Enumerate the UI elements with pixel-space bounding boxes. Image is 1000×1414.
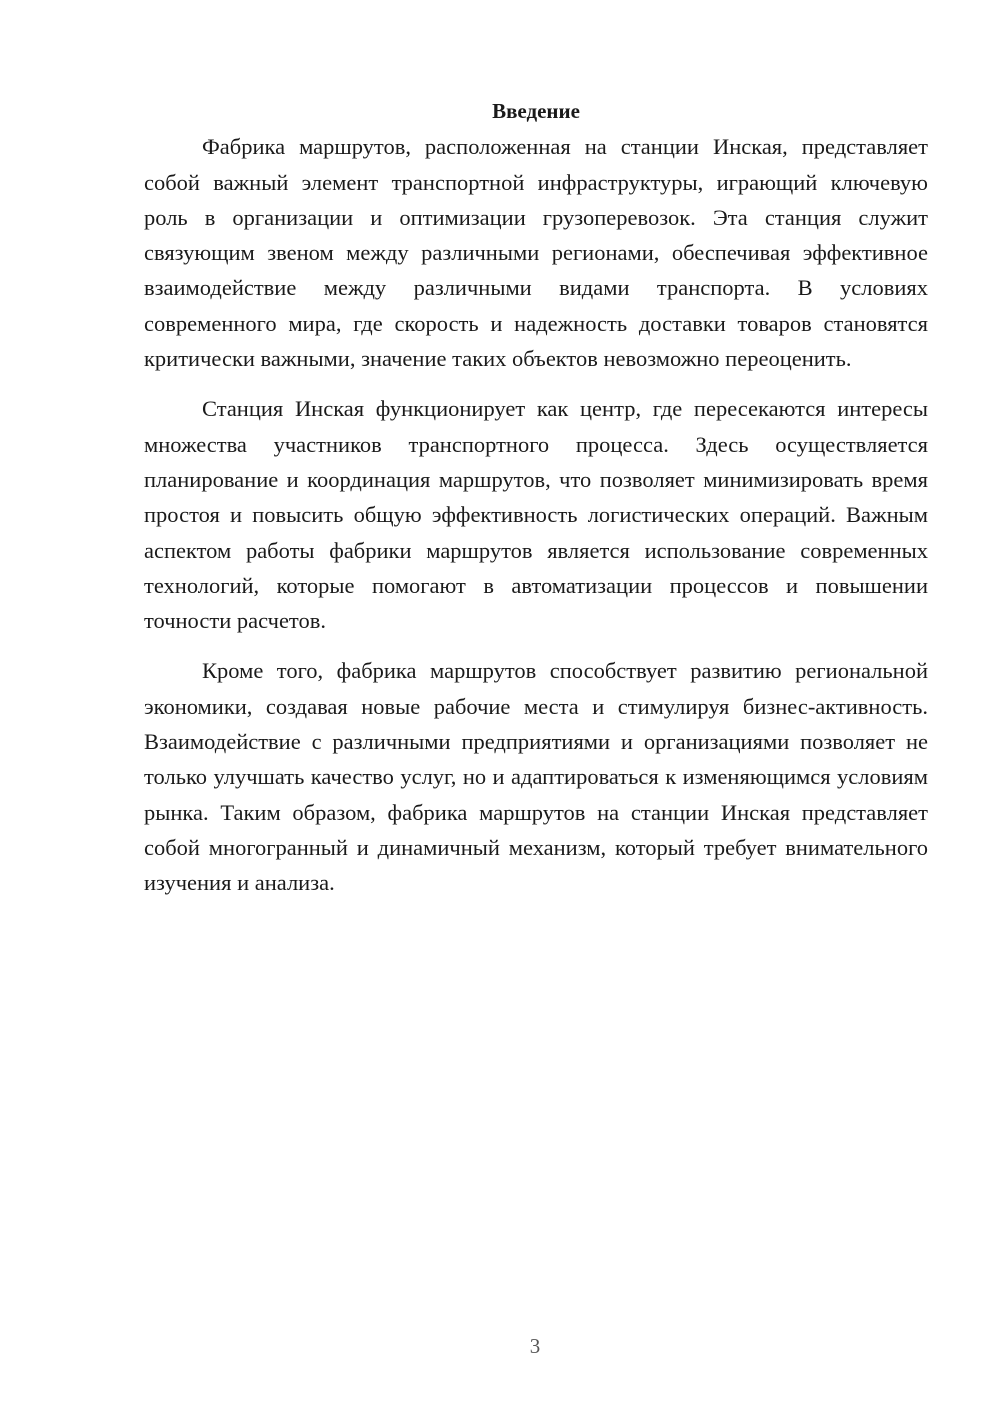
section-title: Введение [492, 99, 580, 123]
page-number: 3 [529, 1334, 541, 1358]
paragraph-2: Станция Инская функционирует как центр, где пересекаются интересы множества участников транспортного процесса. Здесь осуществляется планирование и координация маршрутов, что позволяет минимизировать время простоя и повысить общую эффективность логистических операций. Важным аспектом работы фабрики маршрутов является использование современных технологий, которые помогают в автоматизации процессов и повышении точности расчетов. [144, 396, 928, 634]
page-content [144, 94, 928, 901]
paragraph-1: Фабрика маршрутов, расположенная на станции Инская, представляет собой важный элемент транспортной инфраструктуры, играющий ключевую роль в организации и оптимизации грузоперевозок. Эта станция служит связующим звеном между различными регионами, обеспечивая эффективное взаимодействие между различными видами транспорта. В условиях современного мира, где скорость и надежность доставки товаров становятся критически важными, значение таких объектов невозможно переоценить. [144, 134, 928, 372]
paragraph-3: Кроме того, фабрика маршрутов способствует развитию региональной экономики, создавая новые рабочие места и стимулируя бизнес-активность. Взаимодействие с различными предприятиями и организациями позволяет не только улучшать качество услуг, но и адаптироваться к изменяющимся условиям рынка. Таким образом, фабрика маршрутов на станции Инская представляет собой многогранный и динамичный механизм, который требует внимательного изучения и анализа. [144, 658, 928, 896]
